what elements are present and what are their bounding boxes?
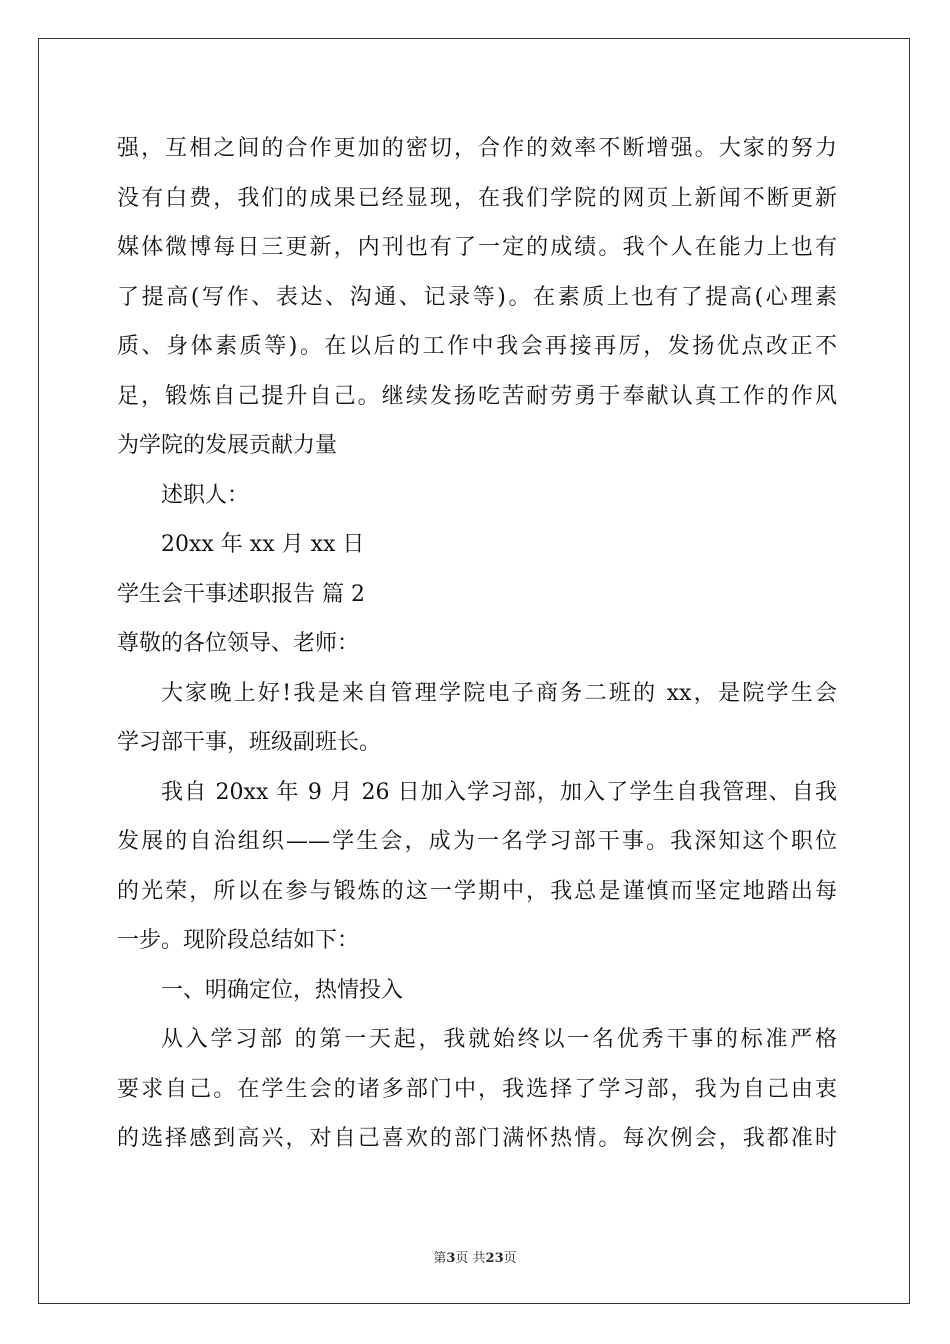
current-page-number: 3	[446, 1251, 456, 1266]
body-line: 质、身体素质等)。在以后的工作中我会再接再厉，发扬优点改正不	[117, 334, 837, 359]
salutation: 尊敬的各位领导、老师：	[117, 631, 360, 656]
body-line: 的选择感到高兴，对自己喜欢的部门满怀热情。每次例会，我都准时	[117, 1126, 837, 1151]
footer-mid: 页 共	[455, 1251, 486, 1266]
footer-suffix: 页	[503, 1251, 517, 1266]
subsection-heading: 一、明确定位，热情投入	[161, 977, 404, 1003]
total-page-count: 23	[485, 1251, 504, 1266]
body-line: 媒体微博每日三更新，内刊也有了一定的成绩。我个人在能力上也有	[117, 235, 837, 260]
body-line: 强，互相之间的合作更加的密切，合作的效率不断增强。大家的努力	[117, 136, 837, 161]
body-line: 的光荣，所以在参与锻炼的这一学期中，我总是谨慎而坚定地踏出每	[117, 878, 837, 904]
section-heading: 学生会干事述职报告 篇 2	[117, 581, 365, 607]
body-line: 足，锻炼自己提升自己。继续发扬吃苦耐劳勇于奉献认真工作的作风	[117, 383, 837, 409]
body-line: 为学院的发展贡献力量	[117, 433, 338, 458]
signature-date: 20xx 年 xx 月 xx 日	[161, 532, 365, 557]
body-line: 发展的自治组织——学生会，成为一名学习部干事。我深知这个职位	[117, 829, 837, 854]
body-line: 一步。现阶段总结如下：	[117, 928, 360, 953]
body-line: 没有白费，我们的成果已经显现，在我们学院的网页上新闻不断更新	[117, 185, 837, 211]
body-line: 要求自己。在学生会的诸多部门中，我选择了学习部，我为自己由衷	[117, 1076, 837, 1102]
signature-label: 述职人：	[161, 482, 250, 508]
body-line: 了提高(写作、表达、沟通、记录等)。在素质上也有了提高(心理素	[117, 284, 837, 310]
body-line: 从入学习部 的第一天起，我就始终以一名优秀干事的标准严格	[161, 1027, 837, 1052]
body-line: 大家晚上好!我是来自管理学院电子商务二班的 xx，是院学生会	[161, 680, 837, 706]
footer-prefix: 第	[433, 1251, 447, 1266]
page-footer	[0, 1247, 950, 1266]
body-line: 我自 20xx 年 9 月 26 日加入学习部，加入了学生自我管理、自我	[161, 779, 837, 805]
body-line: 学习部干事，班级副班长。	[117, 730, 382, 755]
document-body	[117, 124, 837, 1164]
